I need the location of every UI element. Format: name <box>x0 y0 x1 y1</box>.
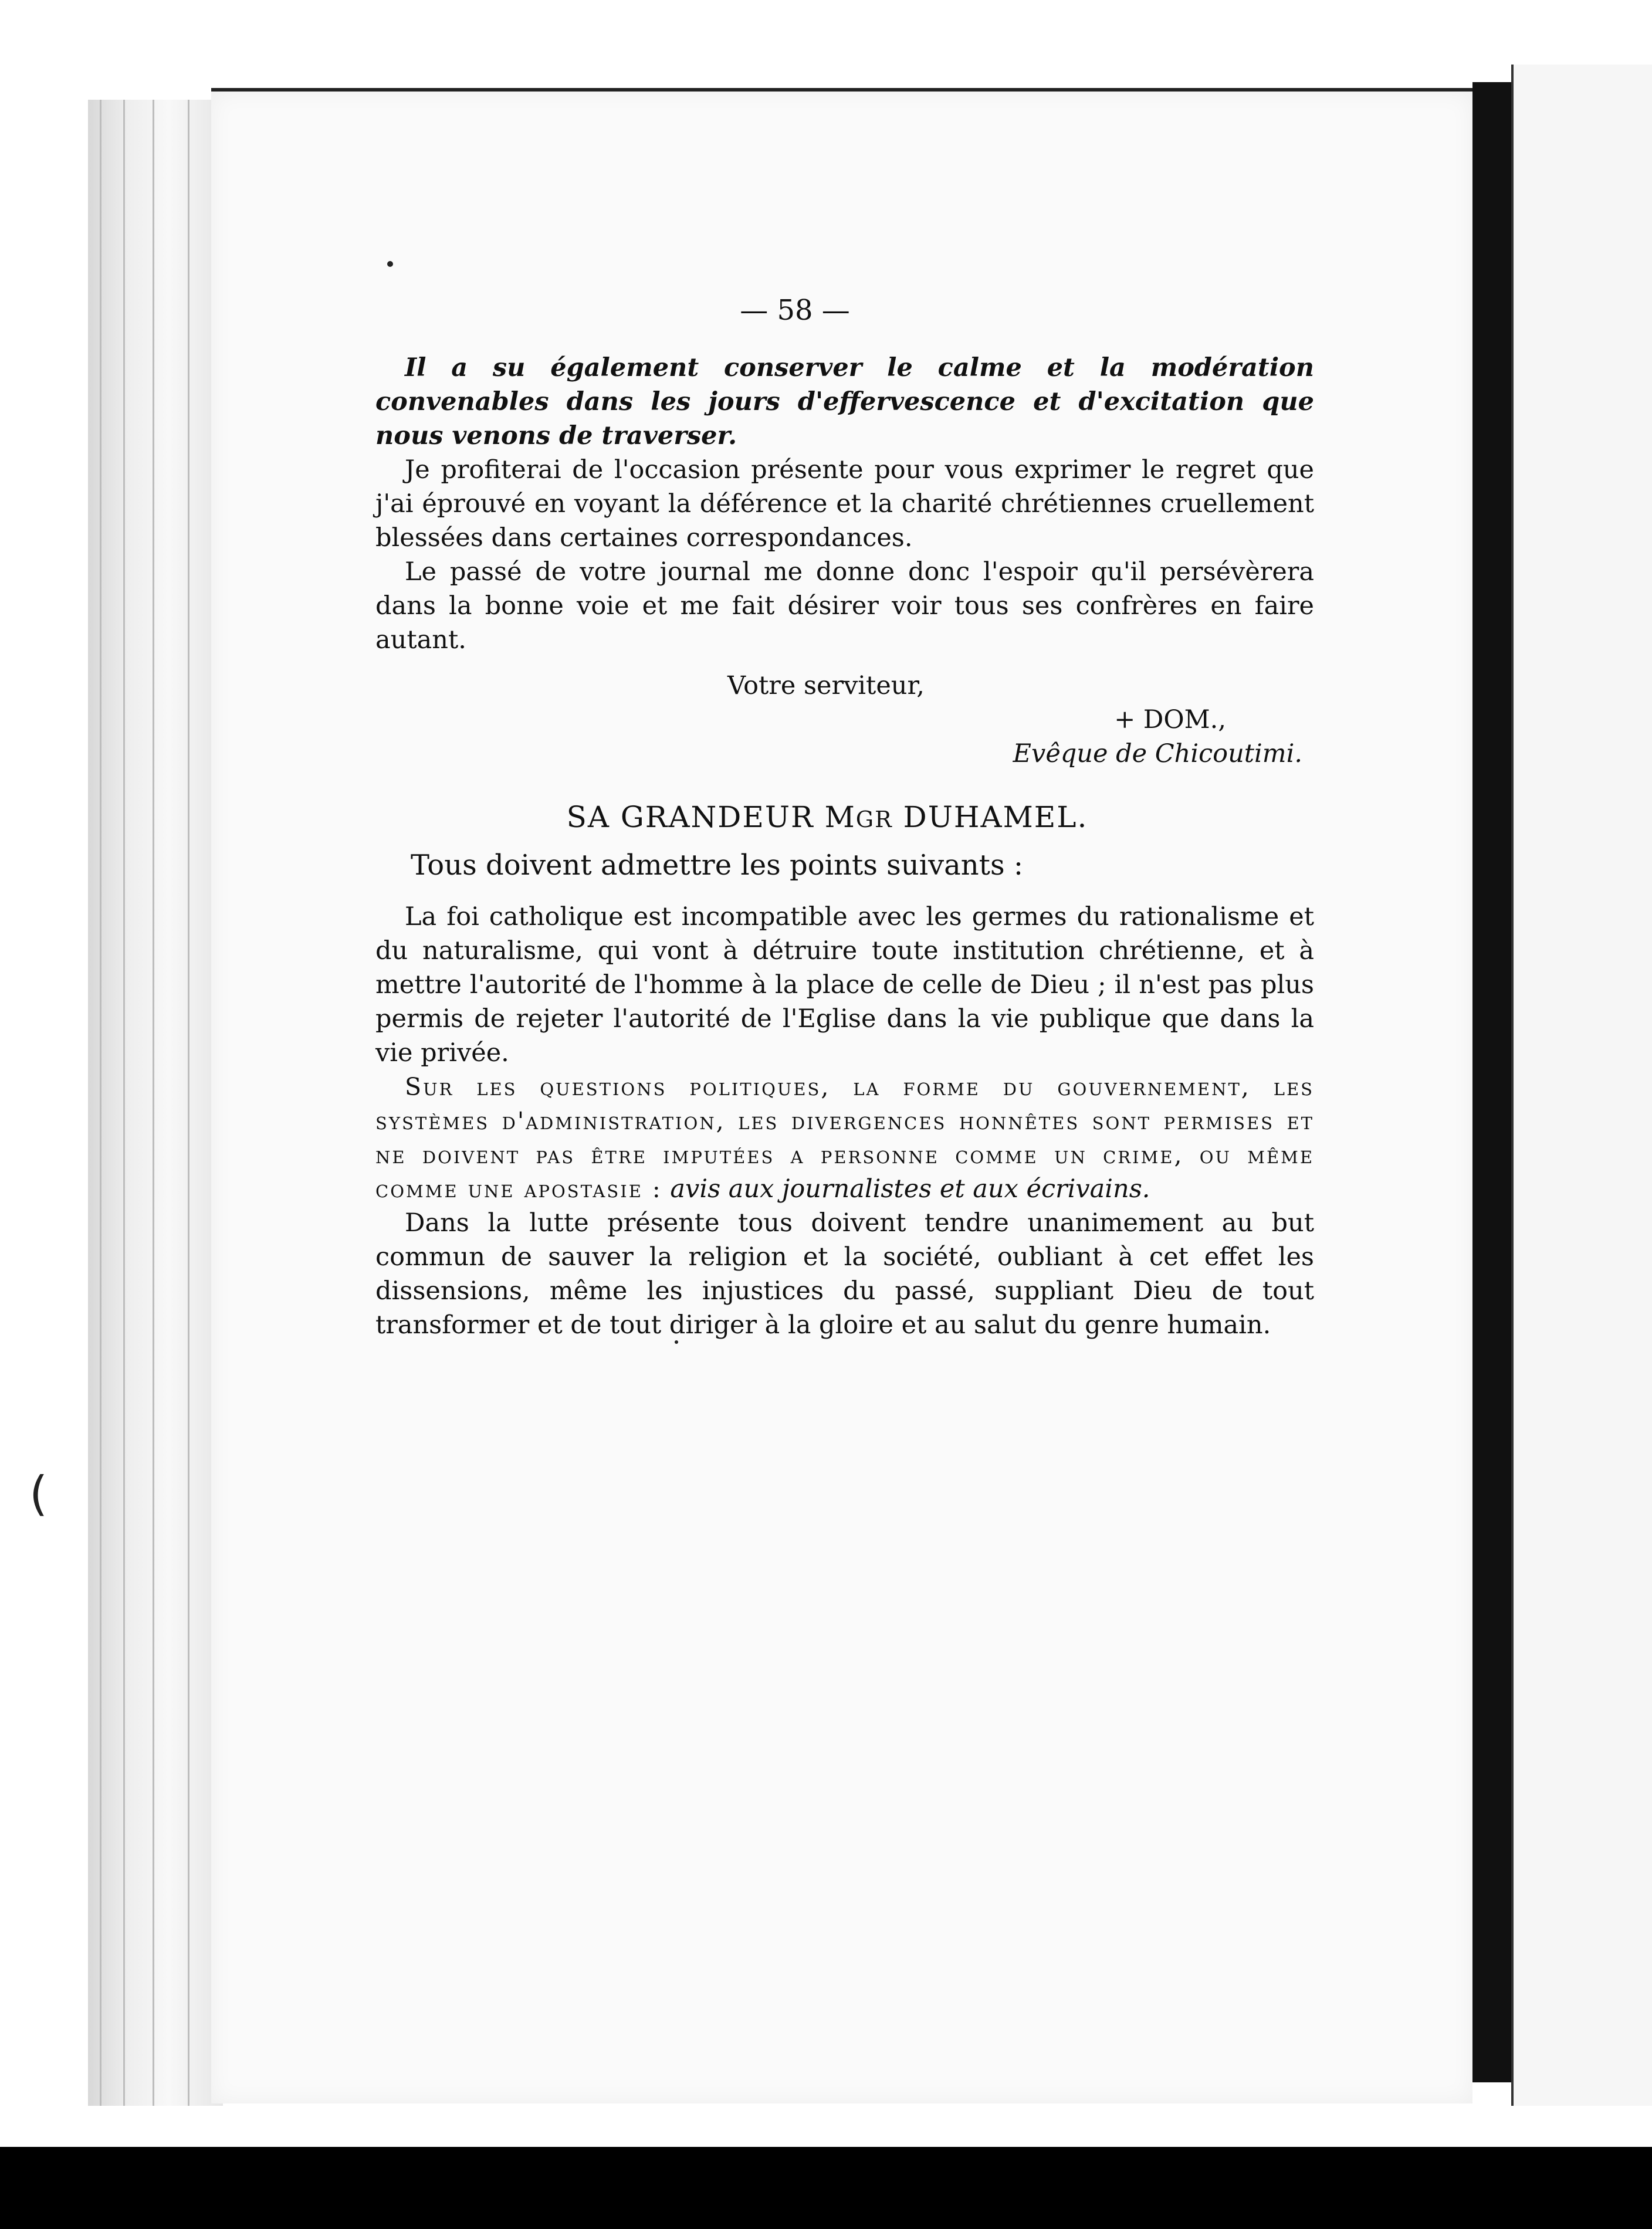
signature-name: + DOM., <box>1114 705 1226 734</box>
heading-mgr-rest: GR <box>855 807 893 832</box>
smallcaps-text: Sur les questions politiques, la forme du gouvernement, les systèmes d'administration, les divergences honnêtes sont permises et ne doivent pas être imputées a personne comme un crime, ou même comme une apostasie : <box>375 1073 1314 1203</box>
paragraph: Il a su également conserver le calme et la modération convenables dans les jours d'effervescence et d'excitation que nous venons de traverser. <box>375 353 1314 450</box>
paragraph: Le passé de votre journal me donne donc l'espoir qu'il persévèrera dans la bonne voie et me fait désirer voir tous ses confrères en faire autant. <box>375 557 1314 655</box>
facing-page <box>1511 65 1652 2106</box>
book-page-edges <box>88 100 223 2106</box>
book-spine <box>1472 82 1511 2082</box>
heading-text: SA GRANDEUR <box>566 800 825 834</box>
section-intro: Tous doivent admettre les points suivants : <box>411 849 1024 882</box>
italic-text: avis aux journalistes et aux écrivains. <box>662 1174 1150 1204</box>
heading-mgr-initial: M <box>824 800 856 834</box>
heading-name: DUHAMEL. <box>892 800 1088 834</box>
paragraph: La foi catholique est incompatible avec les germes du rationalisme et du naturalisme, qui vont à détruire toute institution chrétienne, et à mettre l'autorité de l'homme à la place de celle de Dieu ; il n'est pas plus permis de rejeter l'autorité de l'Eglise dans la vie publique que dans la vie privée. <box>375 902 1314 1068</box>
paragraph: Dans la lutte présente tous doivent tendre unanimement au but commun de sauver la religion et la société, oubliant à cet effet les dissensions, même les injustices du passé, suppliant Dieu de tout transformer et de tout diriger à la gloire et au salut du genre humain. <box>375 1208 1314 1340</box>
paragraph <box>375 1070 1314 1206</box>
speck-mark <box>387 261 393 267</box>
paragraph: Je profiterai de l'occasion présente pour vous exprimer le regret que j'ai éprouvé en voyant la déférence et la charité chrétiennes cruellement blessées dans certaines correspondances. <box>375 455 1314 553</box>
closing-salutation: Votre serviteur, <box>727 671 925 700</box>
page-text <box>375 293 1314 1342</box>
scan-bracket-mark: ( <box>29 1466 48 1521</box>
signature-title: Evêque de Chicoutimi. <box>1013 739 1302 768</box>
section-heading <box>340 800 1314 836</box>
scan-border <box>0 2147 1652 2229</box>
page-number: — 58 — <box>740 294 850 327</box>
